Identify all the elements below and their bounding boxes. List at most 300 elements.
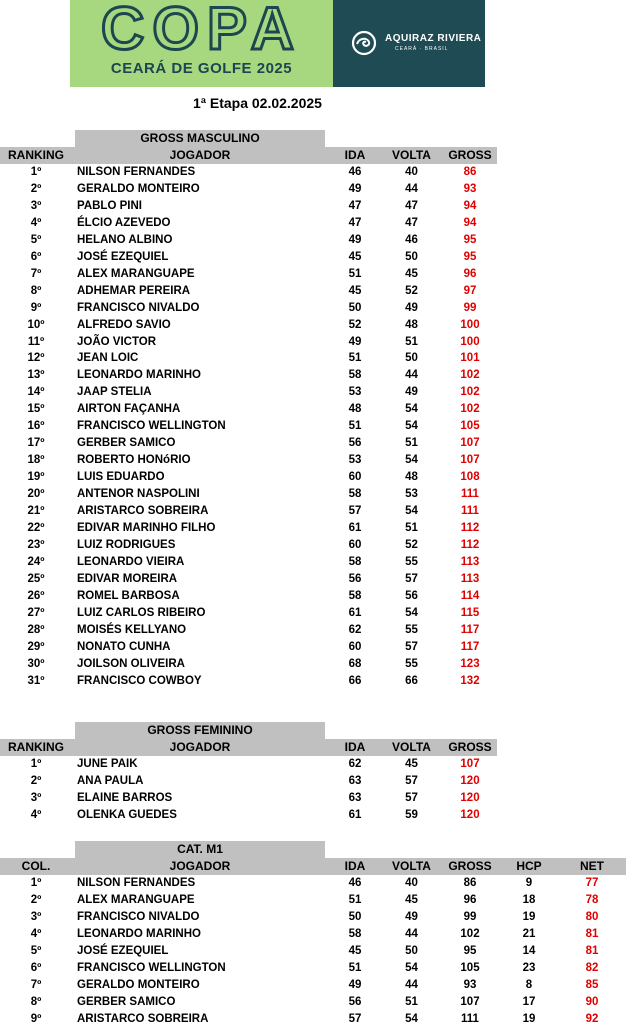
- cell-gross: 107: [460, 437, 480, 450]
- cell-rank: 2º: [30, 894, 42, 906]
- table-row: [0, 790, 626, 807]
- table-header: [0, 739, 497, 756]
- table-row: [0, 469, 626, 486]
- cell-net: 77: [585, 877, 599, 889]
- cell-gross: 117: [460, 640, 480, 653]
- cell-rank: 16º: [27, 420, 45, 433]
- cell-volta: 51: [405, 996, 418, 1008]
- table-row: [0, 909, 626, 926]
- cell-gross: 107: [460, 996, 480, 1008]
- cell-volta: 57: [405, 775, 418, 787]
- cell-rank: 18º: [27, 454, 45, 467]
- cell-gross: 94: [463, 199, 477, 212]
- table-row: [0, 537, 626, 554]
- cell-rank: 28º: [27, 623, 45, 636]
- cell-volta: 54: [405, 420, 418, 433]
- table-row: [0, 1011, 626, 1028]
- cell-volta: 54: [405, 606, 418, 619]
- cell-rank: 13º: [27, 369, 45, 382]
- cell-rank: 5º: [30, 945, 42, 957]
- cell-volta: 52: [405, 538, 418, 551]
- table-row: [0, 283, 626, 300]
- cell-volta: 54: [405, 403, 418, 416]
- cell-rank: 3º: [30, 911, 42, 923]
- cell-player: JUNE PAIK: [77, 758, 138, 770]
- cell-player: ANA PAULA: [77, 775, 144, 787]
- cell-volta: 45: [405, 758, 418, 770]
- cell-hcp: 19: [522, 1013, 536, 1025]
- cell-rank: 20º: [27, 488, 45, 501]
- cell-ida: 47: [348, 199, 362, 212]
- cell-player: ADHEMAR PEREIRA: [77, 284, 191, 297]
- cell-gross: 112: [460, 538, 480, 551]
- cell-rank: 9º: [30, 301, 42, 314]
- cell-gross: 93: [463, 182, 477, 195]
- cell-player: LEONARDO VIEIRA: [77, 555, 185, 568]
- header-hcp: HCP: [516, 859, 542, 873]
- cell-net: 82: [585, 962, 599, 974]
- table-row: [0, 266, 626, 283]
- table-row: [0, 401, 626, 418]
- cell-player: FRANCISCO COWBOY: [77, 674, 202, 687]
- banner-title: COPA: [101, 0, 302, 62]
- cell-volta: 44: [405, 928, 418, 940]
- cell-ida: 51: [348, 420, 362, 433]
- cell-player: GERALDO MONTEIRO: [77, 979, 200, 991]
- cell-player: NONATO CUNHA: [77, 640, 171, 653]
- table-row: [0, 317, 626, 334]
- cell-rank: 7º: [30, 267, 42, 280]
- cell-player: GERBER SAMICO: [77, 437, 176, 450]
- cell-volta: 54: [405, 454, 418, 467]
- table-row: [0, 994, 626, 1011]
- cell-volta: 57: [405, 572, 418, 585]
- table-row: [0, 249, 626, 266]
- cell-volta: 54: [405, 1013, 418, 1025]
- cell-ida: 58: [348, 488, 362, 501]
- cell-rank: 4º: [30, 809, 42, 821]
- cell-ida: 61: [348, 606, 362, 619]
- cell-rank: 6º: [30, 250, 42, 263]
- cell-rank: 4º: [30, 216, 42, 229]
- cell-player: GERALDO MONTEIRO: [77, 182, 200, 195]
- cell-volta: 57: [405, 792, 418, 804]
- header-ida: IDA: [344, 859, 366, 873]
- cell-player: LUIZ CARLOS RIBEIRO: [77, 606, 206, 619]
- cell-hcp: 23: [522, 962, 536, 974]
- section-title: CAT. M1: [75, 841, 325, 858]
- cell-volta: 47: [405, 199, 418, 212]
- table-row: [0, 622, 626, 639]
- cell-player: ALEX MARANGUAPE: [77, 267, 195, 280]
- cell-gross: 96: [463, 267, 477, 280]
- cell-rank: 26º: [27, 589, 45, 602]
- cell-gross: 102: [460, 386, 480, 399]
- table-row: [0, 503, 626, 520]
- table-row: [0, 875, 626, 892]
- cell-volta: 50: [405, 352, 418, 365]
- cell-rank: 3º: [30, 199, 42, 212]
- cell-volta: 48: [405, 318, 418, 331]
- cell-player: MOISÉS KELLYANO: [77, 623, 187, 636]
- banner-title-panel: [70, 0, 333, 87]
- cell-hcp: 21: [522, 928, 536, 940]
- cell-gross: 86: [463, 166, 477, 178]
- cell-net: 78: [585, 894, 599, 906]
- cell-ida: 46: [348, 166, 362, 178]
- cell-gross: 111: [461, 505, 479, 517]
- cell-ida: 52: [348, 318, 362, 331]
- cell-ida: 58: [348, 928, 362, 940]
- cell-rank: 19º: [27, 471, 45, 484]
- header-gross: GROSS: [448, 740, 492, 754]
- cell-volta: 45: [405, 267, 418, 280]
- cell-rank: 22º: [27, 521, 45, 534]
- cell-ida: 62: [348, 758, 362, 770]
- cell-player: ARISTARCO SOBREIRA: [77, 1013, 209, 1025]
- cell-player: JOILSON OLIVEIRA: [77, 657, 185, 670]
- sponsor-tagline: CEARÁ · BRASIL: [395, 46, 449, 52]
- table-row: [0, 232, 626, 249]
- table-row: [0, 300, 626, 317]
- cell-volta: 46: [405, 233, 418, 246]
- cell-ida: 56: [348, 996, 362, 1008]
- table-row: [0, 198, 626, 215]
- section-title: GROSS FEMININO: [75, 722, 325, 739]
- cell-rank: 30º: [27, 657, 45, 670]
- cell-gross: 114: [460, 589, 480, 602]
- cell-ida: 49: [348, 182, 362, 195]
- cell-rank: 25º: [27, 572, 45, 585]
- cell-gross: 108: [460, 471, 480, 484]
- cell-gross: 120: [460, 809, 480, 821]
- cell-gross: 111: [461, 1013, 479, 1025]
- table-row: [0, 773, 626, 790]
- cell-ida: 51: [348, 267, 362, 280]
- cell-volta: 52: [405, 284, 418, 297]
- cell-player: GERBER SAMICO: [77, 996, 176, 1008]
- cell-ida: 45: [348, 945, 362, 957]
- sponsor-logo-panel: [333, 0, 485, 87]
- sponsor-name: AQUIRAZ RIVIERA: [385, 33, 482, 44]
- cell-player: PABLO PINI: [77, 199, 142, 212]
- cell-player: JEAN LOIC: [77, 352, 139, 365]
- header-rank: RANKING: [8, 148, 64, 162]
- cell-player: FRANCISCO WELLINGTON: [77, 420, 226, 433]
- cell-player: OLENKA GUEDES: [77, 809, 177, 821]
- cell-ida: 60: [348, 471, 362, 484]
- cell-gross: 102: [460, 928, 480, 940]
- cell-gross: 95: [463, 250, 477, 263]
- table-row: [0, 673, 626, 690]
- cell-volta: 49: [405, 301, 418, 314]
- cell-volta: 49: [405, 911, 418, 923]
- cell-player: LEONARDO MARINHO: [77, 928, 201, 940]
- table-row: [0, 334, 626, 351]
- cell-volta: 53: [405, 488, 418, 501]
- cell-player: LUIZ RODRIGUES: [77, 538, 176, 551]
- cell-rank: 15º: [27, 403, 45, 416]
- cell-volta: 55: [405, 623, 418, 636]
- cell-rank: 23º: [27, 538, 45, 551]
- cell-ida: 47: [348, 216, 362, 229]
- table-row: [0, 554, 626, 571]
- cell-rank: 24º: [27, 555, 45, 568]
- cell-volta: 49: [405, 386, 418, 399]
- cell-rank: 1º: [30, 166, 42, 178]
- cell-ida: 62: [348, 623, 362, 636]
- table-row: [0, 435, 626, 452]
- cell-ida: 50: [348, 911, 362, 923]
- cell-rank: 17º: [27, 437, 45, 450]
- cell-rank: 12º: [27, 352, 45, 365]
- cell-player: JOSÉ EZEQUIEL: [77, 250, 169, 263]
- header-player: JOGADOR: [169, 740, 231, 754]
- header-volta: VOLTA: [392, 859, 431, 873]
- cell-player: ROBERTO HONóRIO: [77, 454, 191, 467]
- cell-rank: 8º: [30, 284, 42, 297]
- cell-rank: 2º: [30, 182, 42, 195]
- cell-player: LEONARDO MARINHO: [77, 369, 201, 382]
- cell-gross: 99: [463, 301, 477, 314]
- cell-ida: 51: [348, 352, 362, 365]
- table-row: [0, 656, 626, 673]
- banner-subtitle: CEARÁ DE GOLFE 2025: [110, 60, 293, 77]
- table-header: [0, 147, 497, 164]
- cell-volta: 54: [405, 505, 418, 517]
- table-row: [0, 892, 626, 909]
- cell-hcp: 17: [522, 996, 536, 1008]
- cell-hcp: 14: [522, 945, 536, 957]
- cell-player: AIRTON FAÇANHA: [77, 403, 181, 416]
- cell-ida: 45: [348, 250, 362, 263]
- cell-volta: 55: [405, 555, 418, 568]
- table-row: [0, 926, 626, 943]
- table-header: [0, 858, 626, 875]
- cell-ida: 58: [348, 555, 362, 568]
- cell-gross: 105: [460, 962, 480, 974]
- cell-volta: 56: [405, 589, 418, 602]
- table-row: [0, 807, 626, 824]
- cell-gross: 105: [460, 420, 480, 433]
- cell-ida: 53: [348, 454, 362, 467]
- cell-rank: 29º: [27, 640, 45, 653]
- cell-player: FRANCISCO WELLINGTON: [77, 962, 226, 974]
- cell-volta: 40: [405, 877, 418, 889]
- cell-ida: 58: [348, 589, 362, 602]
- cell-ida: 61: [348, 809, 362, 821]
- table-row: [0, 960, 626, 977]
- table-row: [0, 452, 626, 469]
- cell-gross: 93: [463, 979, 477, 991]
- cell-ida: 49: [348, 979, 362, 991]
- cell-volta: 48: [405, 471, 418, 484]
- table-row: [0, 164, 626, 181]
- cell-volta: 50: [405, 945, 418, 957]
- cell-ida: 48: [348, 403, 362, 416]
- cell-ida: 61: [348, 521, 362, 534]
- table-row: [0, 977, 626, 994]
- cell-gross: 107: [460, 758, 480, 770]
- cell-gross: 86: [463, 877, 477, 889]
- header-player: JOGADOR: [169, 148, 231, 162]
- cell-gross: 120: [460, 775, 480, 787]
- cell-rank: 21º: [27, 505, 45, 517]
- cell-gross: 123: [460, 657, 480, 670]
- cell-volta: 54: [405, 962, 418, 974]
- cell-gross: 95: [463, 233, 477, 246]
- cell-rank: 7º: [30, 979, 42, 991]
- cell-player: ALEX MARANGUAPE: [77, 894, 195, 906]
- event-banner: [70, 0, 485, 87]
- cell-rank: 27º: [27, 606, 45, 619]
- cell-net: 92: [585, 1013, 599, 1025]
- cell-rank: 4º: [30, 928, 42, 940]
- cell-rank: 1º: [30, 877, 42, 889]
- cell-player: ARISTARCO SOBREIRA: [77, 505, 209, 517]
- cell-player: ALFREDO SAVIO: [77, 318, 171, 331]
- cell-ida: 57: [348, 505, 362, 517]
- cell-volta: 44: [405, 369, 418, 382]
- cell-ida: 51: [348, 962, 362, 974]
- cell-gross: 113: [460, 555, 480, 568]
- cell-player: EDIVAR MARINHO FILHO: [77, 521, 216, 534]
- cell-player: EDIVAR MOREIRA: [77, 572, 178, 585]
- cell-hcp: 8: [525, 979, 533, 991]
- cell-volta: 47: [405, 216, 418, 229]
- section-title: GROSS MASCULINO: [75, 130, 325, 147]
- cell-hcp: 9: [525, 877, 533, 889]
- cell-gross: 120: [460, 792, 480, 804]
- table-row: [0, 418, 626, 435]
- cell-rank: 9º: [30, 1013, 42, 1025]
- cell-ida: 68: [348, 657, 362, 670]
- cell-gross: 107: [460, 454, 480, 467]
- cell-gross: 112: [460, 521, 480, 534]
- table-row: [0, 486, 626, 503]
- cell-volta: 45: [405, 894, 418, 906]
- cell-volta: 50: [405, 250, 418, 263]
- cell-gross: 95: [463, 945, 477, 957]
- cell-volta: 59: [405, 809, 418, 821]
- cell-player: ANTENOR NASPOLINI: [77, 488, 200, 501]
- table-row: [0, 588, 626, 605]
- cell-rank: 8º: [30, 996, 42, 1008]
- table-row: [0, 520, 626, 537]
- cell-hcp: 18: [522, 894, 536, 906]
- cell-net: 85: [585, 979, 599, 991]
- table-row: [0, 639, 626, 656]
- table-row: [0, 350, 626, 367]
- cell-ida: 56: [348, 437, 362, 450]
- cell-player: LUIS EDUARDO: [77, 471, 165, 484]
- cell-ida: 60: [348, 640, 362, 653]
- cell-rank: 11º: [27, 335, 45, 348]
- cell-net: 80: [585, 911, 599, 923]
- cell-gross: 99: [463, 911, 477, 923]
- cell-volta: 57: [405, 640, 418, 653]
- cell-volta: 51: [405, 335, 418, 348]
- cell-ida: 57: [348, 1013, 362, 1025]
- cell-rank: 5º: [30, 233, 42, 246]
- cell-gross: 102: [460, 369, 480, 382]
- table-row: [0, 215, 626, 232]
- cell-net: 90: [585, 996, 599, 1008]
- cell-gross: 102: [460, 403, 480, 416]
- cell-rank: 2º: [30, 775, 42, 787]
- header-rank: RANKING: [8, 740, 64, 754]
- cell-rank: 6º: [30, 962, 42, 974]
- cell-rank: 10º: [27, 318, 45, 331]
- cell-ida: 51: [348, 894, 362, 906]
- cell-rank: 1º: [30, 758, 42, 770]
- header-rank: COL.: [21, 859, 51, 873]
- table-row: [0, 605, 626, 622]
- header-gross: GROSS: [448, 859, 492, 873]
- cell-ida: 66: [348, 674, 362, 687]
- header-ida: IDA: [344, 148, 366, 162]
- wave-spiral-icon: [351, 30, 377, 56]
- cell-player: NILSON FERNANDES: [77, 166, 196, 178]
- table-row: [0, 367, 626, 384]
- cell-ida: 50: [348, 301, 362, 314]
- cell-gross: 94: [463, 216, 477, 229]
- header-player: JOGADOR: [169, 859, 231, 873]
- header-volta: VOLTA: [392, 740, 431, 754]
- cell-ida: 49: [348, 233, 362, 246]
- cell-player: ELAINE BARROS: [77, 792, 173, 804]
- cell-net: 81: [585, 945, 599, 957]
- cell-gross: 113: [460, 572, 480, 585]
- cell-player: HELANO ALBINO: [77, 233, 173, 246]
- cell-net: 81: [585, 928, 599, 940]
- stage-title: 1ª Etapa 02.02.2025: [193, 95, 322, 111]
- cell-ida: 63: [348, 775, 362, 787]
- cell-gross: 96: [463, 894, 477, 906]
- cell-player: JAAP STELIA: [77, 386, 152, 399]
- cell-volta: 40: [405, 166, 418, 178]
- cell-ida: 60: [348, 538, 362, 551]
- table-row: [0, 571, 626, 588]
- cell-volta: 51: [405, 521, 418, 534]
- table-row: [0, 384, 626, 401]
- cell-volta: 55: [405, 657, 418, 670]
- cell-player: JOSÉ EZEQUIEL: [77, 945, 169, 957]
- cell-rank: 3º: [30, 792, 42, 804]
- cell-gross: 97: [463, 284, 477, 297]
- cell-gross: 111: [461, 488, 479, 501]
- cell-player: FRANCISCO NIVALDO: [77, 301, 200, 314]
- cell-player: FRANCISCO NIVALDO: [77, 911, 200, 923]
- cell-gross: 101: [460, 352, 480, 365]
- header-gross: GROSS: [448, 148, 492, 162]
- cell-ida: 63: [348, 792, 362, 804]
- cell-player: JOÃO VICTOR: [77, 335, 157, 348]
- cell-volta: 66: [405, 674, 418, 687]
- cell-ida: 56: [348, 572, 362, 585]
- header-net: NET: [580, 859, 604, 873]
- cell-ida: 45: [348, 284, 362, 297]
- cell-gross: 100: [460, 318, 480, 331]
- cell-gross: 100: [460, 335, 480, 348]
- header-volta: VOLTA: [392, 148, 431, 162]
- cell-player: ÉLCIO AZEVEDO: [77, 216, 171, 229]
- cell-volta: 44: [405, 979, 418, 991]
- table-row: [0, 943, 626, 960]
- cell-gross: 115: [460, 606, 480, 619]
- cell-rank: 14º: [27, 386, 45, 399]
- cell-player: NILSON FERNANDES: [77, 877, 196, 889]
